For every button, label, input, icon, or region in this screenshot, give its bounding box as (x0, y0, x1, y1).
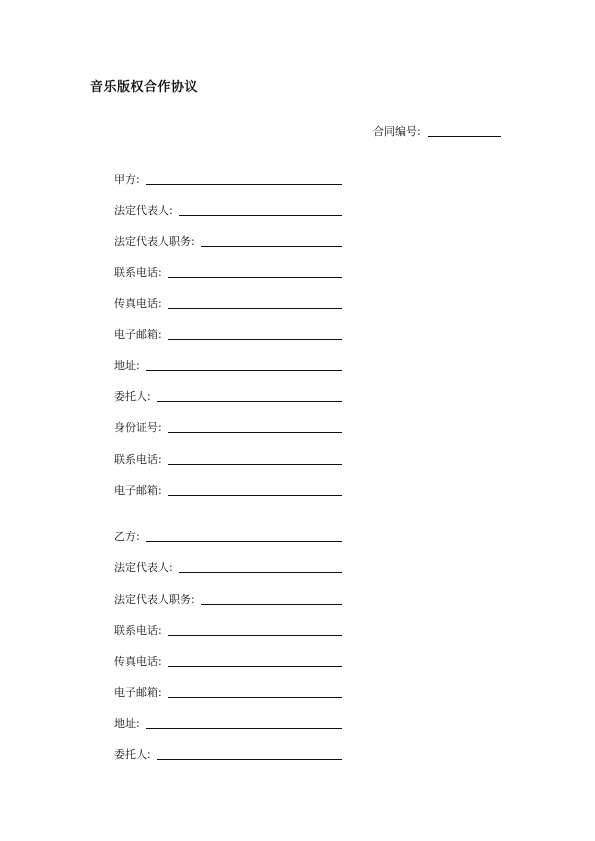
field-blank[interactable] (157, 401, 342, 402)
party-a-agent-email-field (114, 483, 342, 498)
party-a-phone-field (114, 265, 342, 280)
field-label: 乙方: (114, 530, 140, 543)
field-blank[interactable] (168, 635, 342, 636)
field-blank[interactable] (146, 728, 342, 729)
field-blank[interactable] (179, 215, 342, 216)
document-title: 音乐版权合作协议 (90, 80, 199, 95)
field-blank[interactable] (201, 604, 342, 605)
party-a-legal-rep-title-field (114, 234, 342, 249)
party-b-name-field (114, 529, 342, 544)
field-blank[interactable] (168, 339, 342, 340)
field-label: 地址: (114, 359, 140, 372)
field-label: 法定代表人: (114, 204, 173, 217)
field-label: 电子邮箱: (114, 484, 162, 497)
field-label: 身份证号: (114, 421, 162, 434)
party-b-legal-rep-field (114, 560, 342, 575)
field-blank[interactable] (168, 277, 342, 278)
field-blank[interactable] (168, 432, 342, 433)
field-blank[interactable] (201, 246, 342, 247)
party-b-agent-field (114, 747, 342, 762)
field-label: 传真电话: (114, 655, 162, 668)
party-a-id-number-field (114, 420, 342, 435)
field-label: 联系电话: (114, 624, 162, 637)
field-label: 电子邮箱: (114, 686, 162, 699)
field-blank[interactable] (168, 666, 342, 667)
field-blank[interactable] (146, 184, 342, 185)
party-a-email-field (114, 327, 342, 342)
party-b-address-field (114, 716, 342, 731)
field-blank[interactable] (179, 572, 342, 573)
field-blank[interactable] (168, 464, 342, 465)
field-label: 传真电话: (114, 297, 162, 310)
party-a-name-field (114, 172, 342, 187)
party-b-fax-field (114, 654, 342, 669)
party-a-agent-phone-field (114, 452, 342, 467)
party-a-fax-field (114, 296, 342, 311)
contract-number-blank[interactable] (428, 136, 501, 137)
field-label: 法定代表人职务: (114, 235, 195, 248)
field-blank[interactable] (168, 308, 342, 309)
field-label: 委托人: (114, 748, 151, 761)
field-blank[interactable] (157, 759, 342, 760)
party-a-legal-rep-field (114, 203, 342, 218)
field-label: 电子邮箱: (114, 328, 162, 341)
field-label: 联系电话: (114, 266, 162, 279)
field-blank[interactable] (146, 541, 342, 542)
contract-number-field (373, 124, 501, 139)
field-label: 法定代表人: (114, 561, 173, 574)
field-blank[interactable] (168, 495, 342, 496)
party-b-legal-rep-title-field (114, 592, 342, 607)
field-blank[interactable] (168, 697, 342, 698)
field-label: 法定代表人职务: (114, 593, 195, 606)
party-b-email-field (114, 685, 342, 700)
field-blank[interactable] (146, 370, 342, 371)
field-label: 甲方: (114, 173, 140, 186)
field-label: 联系电话: (114, 453, 162, 466)
field-label: 委托人: (114, 390, 151, 403)
contract-number-label: 合同编号: (373, 125, 421, 138)
party-b-phone-field (114, 623, 342, 638)
party-a-address-field (114, 358, 342, 373)
field-label: 地址: (114, 717, 140, 730)
party-a-agent-field (114, 389, 342, 404)
